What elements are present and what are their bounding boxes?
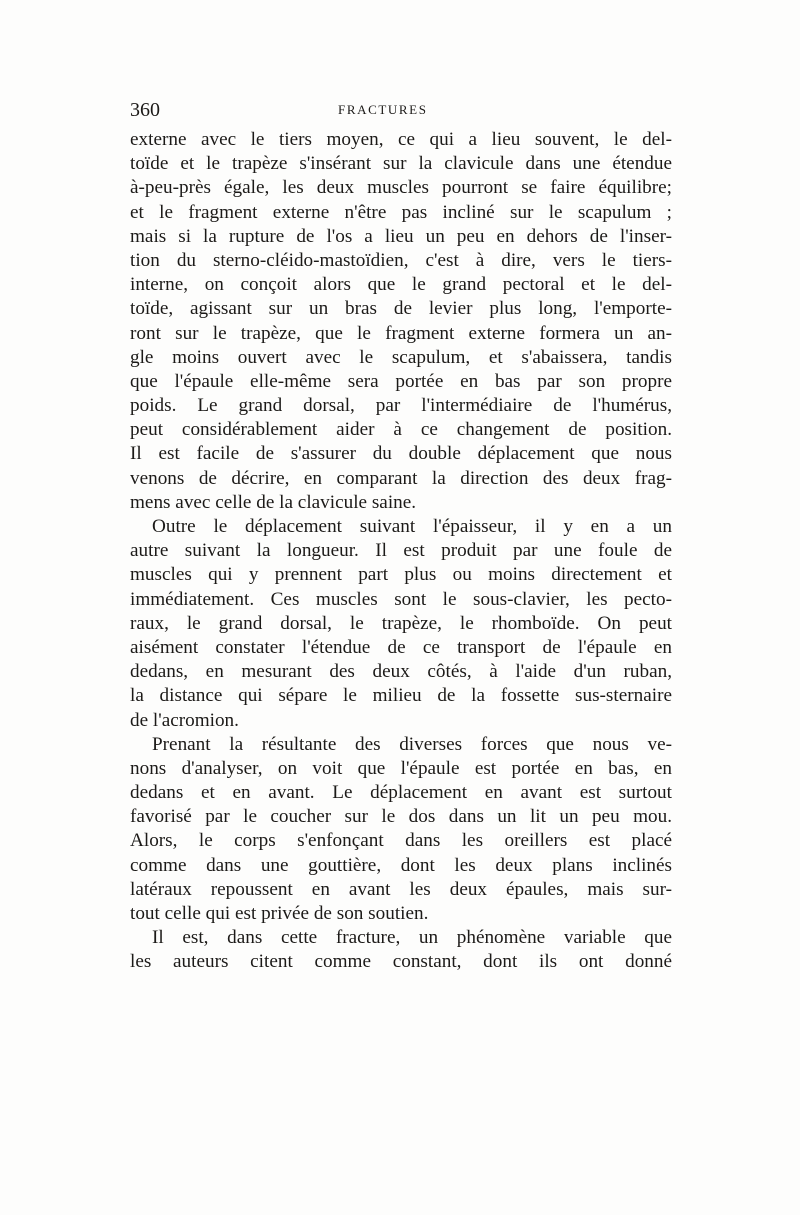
text-line: raux, le grand dorsal, le trapèze, le rhomboïde. On peut <box>130 612 672 634</box>
text-line: toïde, agissant sur un bras de levier plus long, l'emporte- <box>130 298 672 320</box>
text-line: nons d'analyser, on voit que l'épaule est portée en bas, en <box>130 757 672 779</box>
text-line: Il est facile de s'assurer du double déplacement que nous <box>130 443 672 465</box>
page-header <box>130 98 670 122</box>
text-line: à-peu-près égale, les deux muscles pourront se faire équilibre; <box>130 177 672 199</box>
text-line: dedans et en avant. Le déplacement en avant est surtout <box>130 782 672 804</box>
text-line: immédiatement. Ces muscles sont le sous-clavier, les pecto- <box>130 588 672 610</box>
text-line: que l'épaule elle-même sera portée en bas par son propre <box>130 370 672 392</box>
text-line: aisément constater l'étendue de ce transport de l'épaule en <box>130 636 672 658</box>
text-line: latéraux repoussent en avant les deux épaules, mais sur- <box>130 878 672 900</box>
text-line: Il est, dans cette fracture, un phénomène variable que <box>152 927 672 949</box>
text-line: muscles qui y prennent part plus ou moins directement et <box>130 564 672 586</box>
paragraph <box>130 515 672 733</box>
running-head: FRACTURES <box>338 102 428 117</box>
text-line: venons de décrire, en comparant la direction des deux frag- <box>130 467 672 489</box>
text-line: ront sur le trapèze, que le fragment externe formera un an- <box>130 322 672 344</box>
text-line: et le fragment externe n'être pas incliné sur le scapulum ; <box>130 201 672 223</box>
text-line: autre suivant la longueur. Il est produit par une foule de <box>130 540 672 562</box>
text-line: de l'acromion. <box>130 709 239 731</box>
text-line: les auteurs citent comme constant, dont ils ont donné <box>130 951 672 973</box>
text-line: la distance qui sépare le milieu de la fossette sus-sternaire <box>130 685 672 707</box>
page-number: 360 <box>130 99 160 121</box>
text-line: externe avec le tiers moyen, ce qui a lieu souvent, le del- <box>130 129 672 150</box>
text-line: Alors, le corps s'enfonçant dans les oreillers est placé <box>130 830 672 852</box>
text-line: mais si la rupture de l'os a lieu un peu en dehors de l'inser- <box>130 225 672 247</box>
text-line: comme dans une gouttière, dont les deux plans inclinés <box>130 854 672 876</box>
paragraph <box>130 926 672 974</box>
text-line: tout celle qui est privée de son soutien. <box>130 903 429 924</box>
text-line: tion du sterno-cléido-mastoïdien, c'est à dire, vers le tiers- <box>130 249 672 271</box>
text-line: toïde et le trapèze s'insérant sur la clavicule dans une étendue <box>130 153 672 175</box>
text-line: favorisé par le coucher sur le dos dans un lit un peu mou. <box>130 806 672 828</box>
text-line: interne, on conçoit alors que le grand pectoral et le del- <box>130 274 672 296</box>
body-text <box>130 128 672 975</box>
text-line: Prenant la résultante des diverses forces que nous ve- <box>152 733 672 755</box>
text-line: peut considérablement aider à ce changement de position. <box>130 419 672 441</box>
paragraph <box>130 733 672 927</box>
paragraph <box>130 128 672 515</box>
text-line: mens avec celle de la clavicule saine. <box>130 491 417 513</box>
text-line: poids. Le grand dorsal, par l'intermédiaire de l'humérus, <box>130 395 672 417</box>
text-line: dedans, en mesurant des deux côtés, à l'aide d'un ruban, <box>130 661 672 683</box>
text-line: gle moins ouvert avec le scapulum, et s'abaissera, tandis <box>130 346 672 368</box>
text-line: Outre le déplacement suivant l'épaisseur, il y en a un <box>152 516 672 537</box>
